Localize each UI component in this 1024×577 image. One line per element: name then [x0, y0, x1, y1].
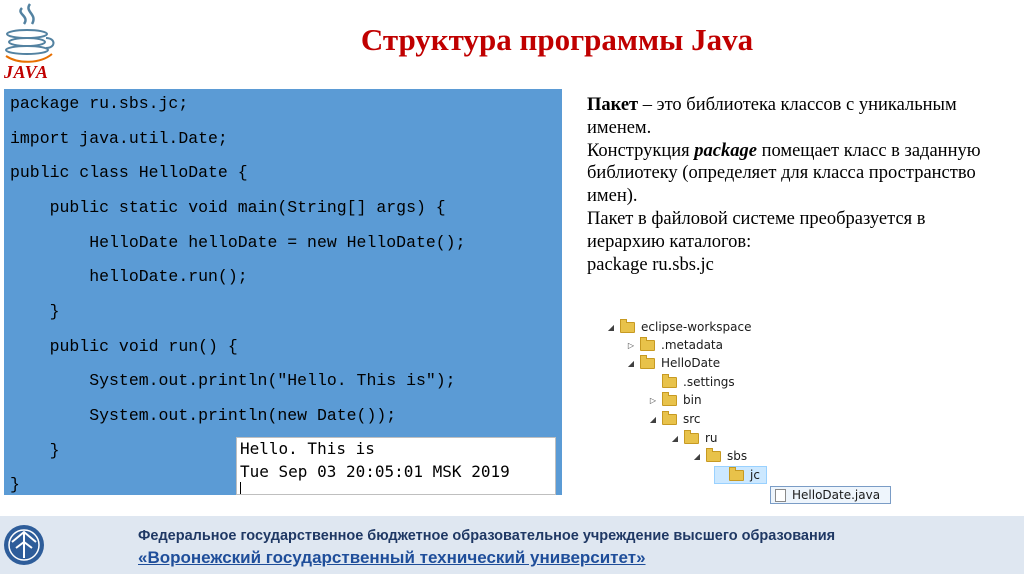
code-line: helloDate.run();: [10, 267, 248, 286]
code-line: public class HelloDate {: [10, 163, 248, 182]
tree-item[interactable]: [626, 354, 720, 372]
expand-arrow-icon[interactable]: ◢: [671, 433, 679, 443]
expand-arrow-icon[interactable]: ◢: [627, 358, 635, 368]
footer: [0, 516, 1024, 574]
code-line: }: [10, 441, 60, 460]
tree-item-label: .settings: [683, 375, 735, 389]
description-text: [587, 94, 1007, 276]
code-block: [4, 89, 562, 495]
tree-item[interactable]: [648, 373, 735, 391]
description-paragraph-1: [587, 94, 1007, 140]
collapse-arrow-icon[interactable]: ▷: [627, 340, 635, 350]
slide-title: Структура программы Java: [360, 22, 754, 57]
tree-item-label: sbs: [727, 449, 748, 463]
tree-item-label: ru: [705, 431, 718, 445]
term-package: Пакет: [587, 95, 639, 115]
folder-tree: [600, 316, 910, 510]
folder-icon: [684, 433, 699, 444]
text-span: помещает класс в заданную библиотеку (определяет для класса пространство имен).: [587, 140, 981, 207]
console-line: Tue Sep 03 20:05:01 MSK 2019: [240, 462, 510, 481]
file-item[interactable]: [770, 486, 891, 504]
folder-icon: [662, 377, 677, 388]
tree-item[interactable]: [692, 447, 747, 465]
code-line: public static void main(String[] args) {: [10, 198, 446, 217]
text-span: Конструкция: [587, 140, 695, 161]
folder-icon: [662, 395, 677, 406]
console-output: [236, 437, 556, 495]
tree-item-label: eclipse-workspace: [641, 320, 752, 334]
console-line: Hello. This is: [240, 439, 375, 458]
code-line: package ru.sbs.jc;: [10, 94, 189, 113]
folder-icon: [706, 451, 721, 462]
java-file-icon: [775, 489, 786, 502]
file-item-label: HelloDate.java: [792, 488, 881, 502]
description-paragraph-3: Пакет в файловой системе преобразуется в иерархию каталогов:: [587, 208, 926, 252]
folder-icon: [640, 340, 655, 351]
folder-icon: [729, 470, 744, 481]
tree-item[interactable]: [670, 429, 718, 447]
expand-arrow-icon[interactable]: ◢: [649, 414, 657, 424]
footer-university-name: «Воронежский государственный технический университет»: [138, 548, 646, 567]
text-cursor: [240, 482, 241, 494]
tree-item[interactable]: [648, 391, 702, 409]
code-line: System.out.println(new Date());: [10, 406, 397, 425]
description-paragraph-2: [587, 140, 1007, 208]
collapse-arrow-icon[interactable]: ▷: [649, 395, 657, 405]
tree-item-label: src: [683, 412, 701, 426]
tree-item-selected[interactable]: [714, 466, 767, 484]
code-line: HelloDate helloDate = new HelloDate();: [10, 233, 466, 252]
code-line: import java.util.Date;: [10, 129, 228, 148]
description-paragraph-4: package ru.sbs.jc: [587, 254, 714, 275]
tree-item-label: HelloDate: [661, 356, 721, 370]
university-emblem: [2, 518, 46, 572]
text-span: – это библиотека классов с уникальным именем.: [587, 95, 957, 138]
java-logo-text: JAVA: [4, 62, 49, 82]
tree-item[interactable]: [606, 318, 751, 336]
footer-institution-type: Федеральное государственное бюджетное образовательное учреждение высшего образования: [138, 528, 836, 544]
university-emblem-icon: [2, 518, 46, 572]
code-line: public void run() {: [10, 337, 238, 356]
folder-icon: [620, 322, 635, 333]
expand-arrow-icon[interactable]: ◢: [693, 451, 701, 461]
tree-item-label: .metadata: [661, 338, 723, 352]
keyword-package: package: [694, 140, 757, 161]
code-line: }: [10, 475, 20, 494]
code-line: System.out.println("Hello. This is");: [10, 371, 456, 390]
tree-item-label: jc: [750, 468, 760, 482]
code-line: }: [10, 302, 60, 321]
tree-item[interactable]: [626, 336, 723, 354]
tree-item[interactable]: [648, 410, 701, 428]
folder-icon: [662, 414, 677, 425]
folder-icon: [640, 358, 655, 369]
expand-arrow-icon[interactable]: ◢: [607, 322, 615, 332]
tree-item-label: bin: [683, 393, 702, 407]
